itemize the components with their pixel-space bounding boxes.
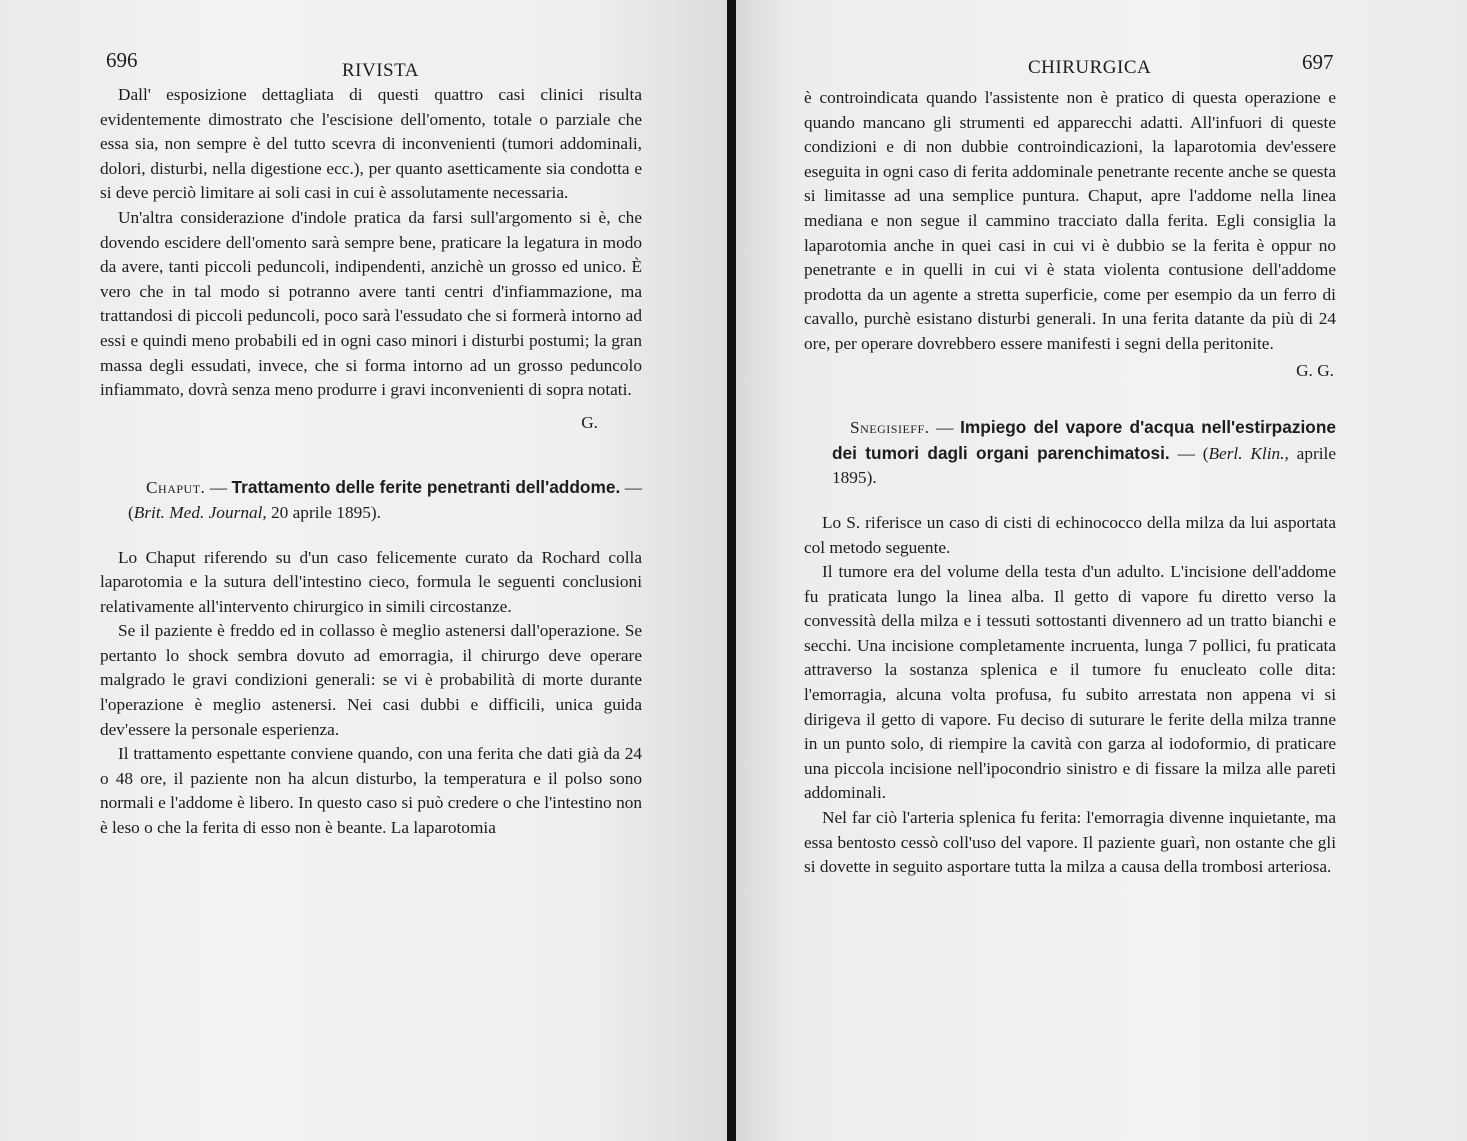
right-page: [736, 0, 1467, 1141]
article-author: Chaput.: [146, 478, 206, 498]
book-gutter: [727, 0, 736, 1141]
right-signature: G. G.: [1296, 360, 1334, 380]
left-page: [0, 0, 728, 1141]
left-text-column: [100, 83, 642, 841]
left-paragraph-2: Un'altra considerazione d'indole pratica da farsi sull'argomento si è, che dovendo escidere dell'omento sarà sempre bene, praticare la legatura in modo da avere, tanti piccoli peduncoli, indipendenti, anzichè un grosso ed unico. È vero che in tal modo si potranno avere tanti centri d'infiammazione, ma trattandosi di piccoli peduncoli, poco sarà l'essudato che si formerà intorno ad essi e quindi meno probabili ed in ogni caso minori i disturbi postumi; la gran massa degli essudati, invece, che si forma intorno ad un grosso peduncolo infiammato, dovrà senza meno produrre i gravi inconvenienti di sopra notati.: [100, 207, 642, 400]
article-title: Trattamento delle ferite penetranti dell'addome.: [231, 477, 621, 498]
article-title: Impiego del vapore d'acqua nell'estirpazione dei tumori dagli organi parenchimatosi.: [832, 417, 1337, 463]
right-page-number: 697: [1302, 50, 1334, 74]
left-paragraph-5: Il trattamento espettante conviene quando, con una ferita che dati già da 24 o 48 ore, il paziente non ha alcun disturbo, la temperatura e il polso sono normali e l'addome è libero. In questo caso si può credere o che l'intestino non è leso o che la ferita di esso non è beante. La laparotomia: [100, 744, 642, 838]
article-journal: Brit. Med. Journal,: [133, 502, 267, 522]
citation-open: (: [1202, 443, 1209, 463]
right-paragraph-4: Nel far ciò l'arteria splenica fu ferita: l'emorragia divenne inquietante, ma essa bentosto cessò coll'uso del vapore. Il paziente guarì, non ostante che gli si dovette in seguito asportare tutta la milza a causa della trombosi arteriosa.: [804, 808, 1336, 877]
right-running-head: CHIRURGICA: [1028, 57, 1152, 78]
left-article-heading: [100, 475, 642, 525]
left-page-number: 696: [106, 48, 138, 72]
right-article-heading: [804, 415, 1336, 491]
left-running-head: RIVISTA: [342, 60, 419, 81]
article-author: Snegisieff.: [850, 418, 930, 438]
heading-dash: —: [929, 418, 961, 438]
citation-open: (: [128, 502, 134, 522]
left-paragraph-continued: Dall' esposizione dettagliata di questi quattro casi clinici risulta evidentemente dimostrato che l'escisione dell'omento, totale o parziale che essa sia, non sempre è del tutto scevra di inconvenienti (tumori addominali, dolori, disturbi, nella digestione ecc.), per quanto asetticamente sia condotta e si deve perciò limitare ai soli casi in cui è assolutamente necessaria.: [100, 85, 642, 203]
heading-dash: —: [620, 478, 642, 498]
heading-dash: —: [1169, 443, 1203, 463]
left-paragraph-4: Se il paziente è freddo ed in collasso è meglio astenersi dall'operazione. Se pertanto lo shock sembra dovuto ad emorragia, il chirurgo deve operare malgrado le gravi condizioni generali: se vi è probabilità di morte durante l'operazione è meglio astenersi. Nei casi dubbi e difficili, unica guida dev'essere la personale esperienza.: [100, 621, 642, 739]
article-journal: Berl. Klin.,: [1208, 443, 1289, 463]
right-paragraph-3: Il tumore era del volume della testa d'un adulto. L'incisione dell'addome fu praticata lungo la linea alba. Il getto di vapore fu diretto verso la convessità della milza e i tessuti sottostanti divennero ad un tratto bianchi e secchi. Una incisione completamente incruenta, lunga 7 pollici, fu praticata attraverso la sostanza splenica e il tumore fu enucleato colle dita: l'emorragia, alcuna volta profusa, fu subito arrestata non appena vi si dirigeva il getto di vapore. Fu deciso di suturare le ferite della milza tranne in un punto solo, di riempire la cavità con garza al iodoformio, di praticare una piccola incisione nell'ipocondrio sinistro e di fissare la milza alle pareti addominali.: [804, 562, 1336, 803]
heading-dash: —: [205, 478, 232, 498]
left-signature: G.: [581, 412, 598, 432]
article-date: aprile 1895).: [832, 443, 1337, 488]
left-paragraph-3: Lo Chaput riferendo su d'un caso felicemente curato da Rochard colla laparotomia e la sutura dell'intestino cieco, formula le seguenti conclusioni relativamente all'intervento chirurgico in simili circostanze.: [100, 547, 642, 616]
right-text-column: [804, 86, 1336, 880]
right-paragraph-continued: è controindicata quando l'assistente non è pratico di questa operazione e quando mancano gli strumenti ed apparecchi adatti. All'infuori di queste condizioni e di non dubbie controindicazioni, la laparotomia dev'essere eseguita in ogni caso di ferita addominale penetrante recente anche se questa si limitasse ad una semplice puntura. Chaput, apre l'addome nella linea mediana e non segue il cammino tracciato dalla ferita. Egli consiglia la laparotomia anche in quei casi in cui vi è dubbio se la ferita è oppur no penetrante e in quelli in cui vi è stata violenta contusione dell'addome prodotta da un agente a stretta superficie, come per esempio da un ferro di cavallo, purchè esistano disturbi generali. In una ferita datante da più di 24 ore, per operare dovrebbero essere manifesti i segni della peritonite.: [804, 88, 1336, 353]
article-date: 20 aprile 1895).: [266, 502, 381, 522]
right-paragraph-2: Lo S. riferisce un caso di cisti di echinococco della milza da lui asportata col metodo seguente.: [804, 512, 1336, 557]
